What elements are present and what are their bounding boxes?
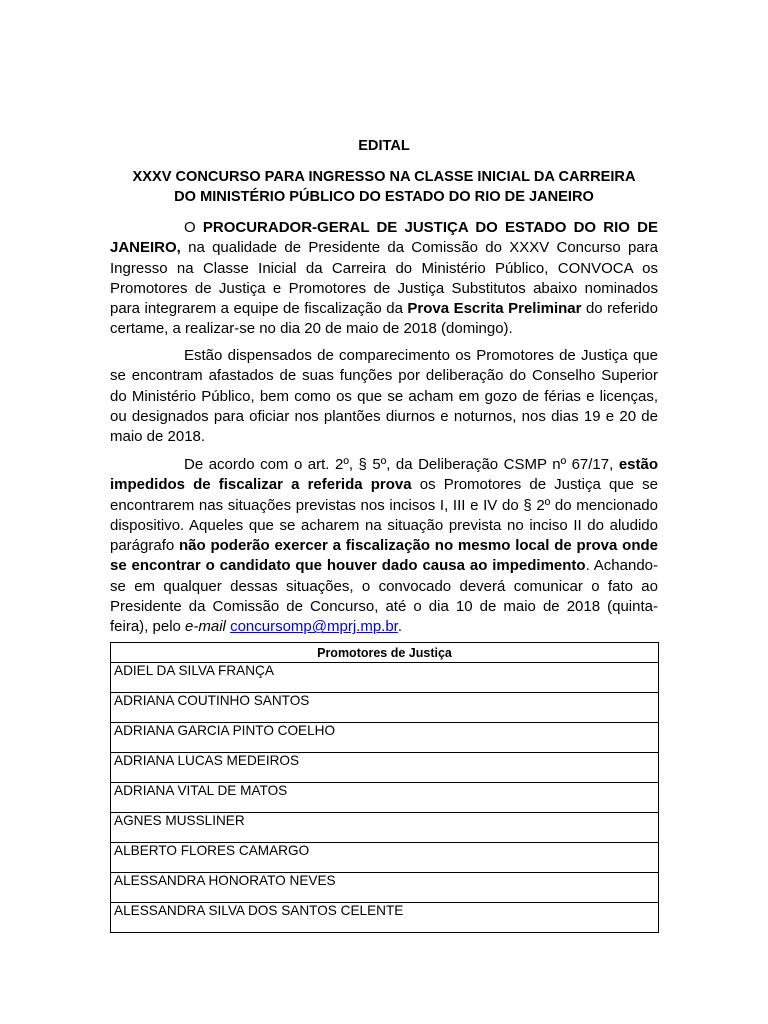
promotor-name: ALBERTO FLORES CAMARGO xyxy=(111,843,659,873)
table-row xyxy=(111,753,659,783)
authority-name: PROCURADOR-GERAL DE JUSTIÇA DO ESTADO DO RIO DE JANEIRO, xyxy=(110,219,658,257)
promotor-name: ADRIANA LUCAS MEDEIROS xyxy=(111,753,659,783)
promotor-name: ALESSANDRA SILVA DOS SANTOS CELENTE xyxy=(111,903,659,933)
table-row xyxy=(111,873,659,903)
table-row xyxy=(111,813,659,843)
promotor-name: ADRIANA COUTINHO SANTOS xyxy=(111,693,659,723)
table-row xyxy=(111,663,659,693)
paragraph-text: os Promotores de Justiça que se encontrarem nas situações previstas nos incisos I, III e IV do § 2º do mencionado dispositivo. Aqueles que se acharem na situação prevista no inciso II do aludido parágrafo xyxy=(110,476,658,555)
promotor-name: AGNES MUSSLINER xyxy=(111,813,659,843)
paragraph-text: De acordo com o art. 2º, § 5º, da Deliberação CSMP nº 67/17, xyxy=(184,456,619,473)
paragraph-text: do referido certame, a realizar-se no dia 20 de maio de 2018 (domingo). xyxy=(110,300,658,338)
table-row xyxy=(111,783,659,813)
table-header-row xyxy=(111,643,659,663)
email-label: e-mail xyxy=(185,618,226,636)
paragraph-lead: O xyxy=(184,219,203,236)
email-link[interactable]: concursomp@mprj.mp.br xyxy=(230,618,398,636)
document-title: EDITAL xyxy=(358,138,410,154)
table-row xyxy=(111,693,659,723)
subtitle-line-2: DO MINISTÉRIO PÚBLICO DO ESTADO DO RIO DE JANEIRO xyxy=(174,189,594,205)
table-row xyxy=(111,723,659,753)
paragraph-text: . xyxy=(397,618,403,636)
restriction-notice: não poderão exercer a fiscalização no mesmo local de prova onde se encontrar o candidato que houver dado causa ao impedimento xyxy=(110,537,658,575)
subtitle-line-1: XXXV CONCURSO PARA INGRESSO NA CLASSE INICIAL DA CARREIRA xyxy=(132,169,636,185)
promotor-name: ALESSANDRA HONORATO NEVES xyxy=(111,873,659,903)
paragraph-text: Estão dispensados de comparecimento os Promotores de Justiça que se encontram afastados de suas funções por deliberação do Conselho Superior do Ministério Público, bem como os que se acham em gozo de férias e licenças, ou designados para oficiar nos plantões diurnos e noturnos, nos dias 19 e 20 de maio de 2018. xyxy=(110,347,658,446)
table-row xyxy=(111,843,659,873)
paragraph-text: . Achando-se em qualquer dessas situações, o convocado deverá comunicar o fato ao Presidente da Comissão de Concurso, até o dia 10 de maio de 2018 (quinta-feira), pelo xyxy=(110,557,658,636)
paragraph-exemptions xyxy=(110,346,658,447)
promotor-name: ADRIANA VITAL DE MATOS xyxy=(111,783,659,813)
paragraph-text: na qualidade de Presidente da Comissão do XXXV Concurso para Ingresso na Classe Inicial da Carreira do Ministério Público, CONVOCA os Promotores de Justiça e Promotores de Justiça Substitutos abaixo nominados para integrarem a equipe de fiscalização da xyxy=(110,239,658,318)
document-subtitle xyxy=(110,167,658,207)
table-row xyxy=(111,903,659,933)
table-header: Promotores de Justiça xyxy=(111,643,659,663)
impediment-notice: estão impedidos de fiscalizar a referida prova xyxy=(110,456,658,494)
paragraph-impediments xyxy=(110,455,658,638)
promotor-name: ADRIANA GARCIA PINTO COELHO xyxy=(111,723,659,753)
promotores-table xyxy=(110,642,659,933)
paragraph-convocation xyxy=(110,218,658,340)
promotor-name: ADIEL DA SILVA FRANÇA xyxy=(111,663,659,693)
exam-name: Prova Escrita Preliminar xyxy=(407,300,582,318)
